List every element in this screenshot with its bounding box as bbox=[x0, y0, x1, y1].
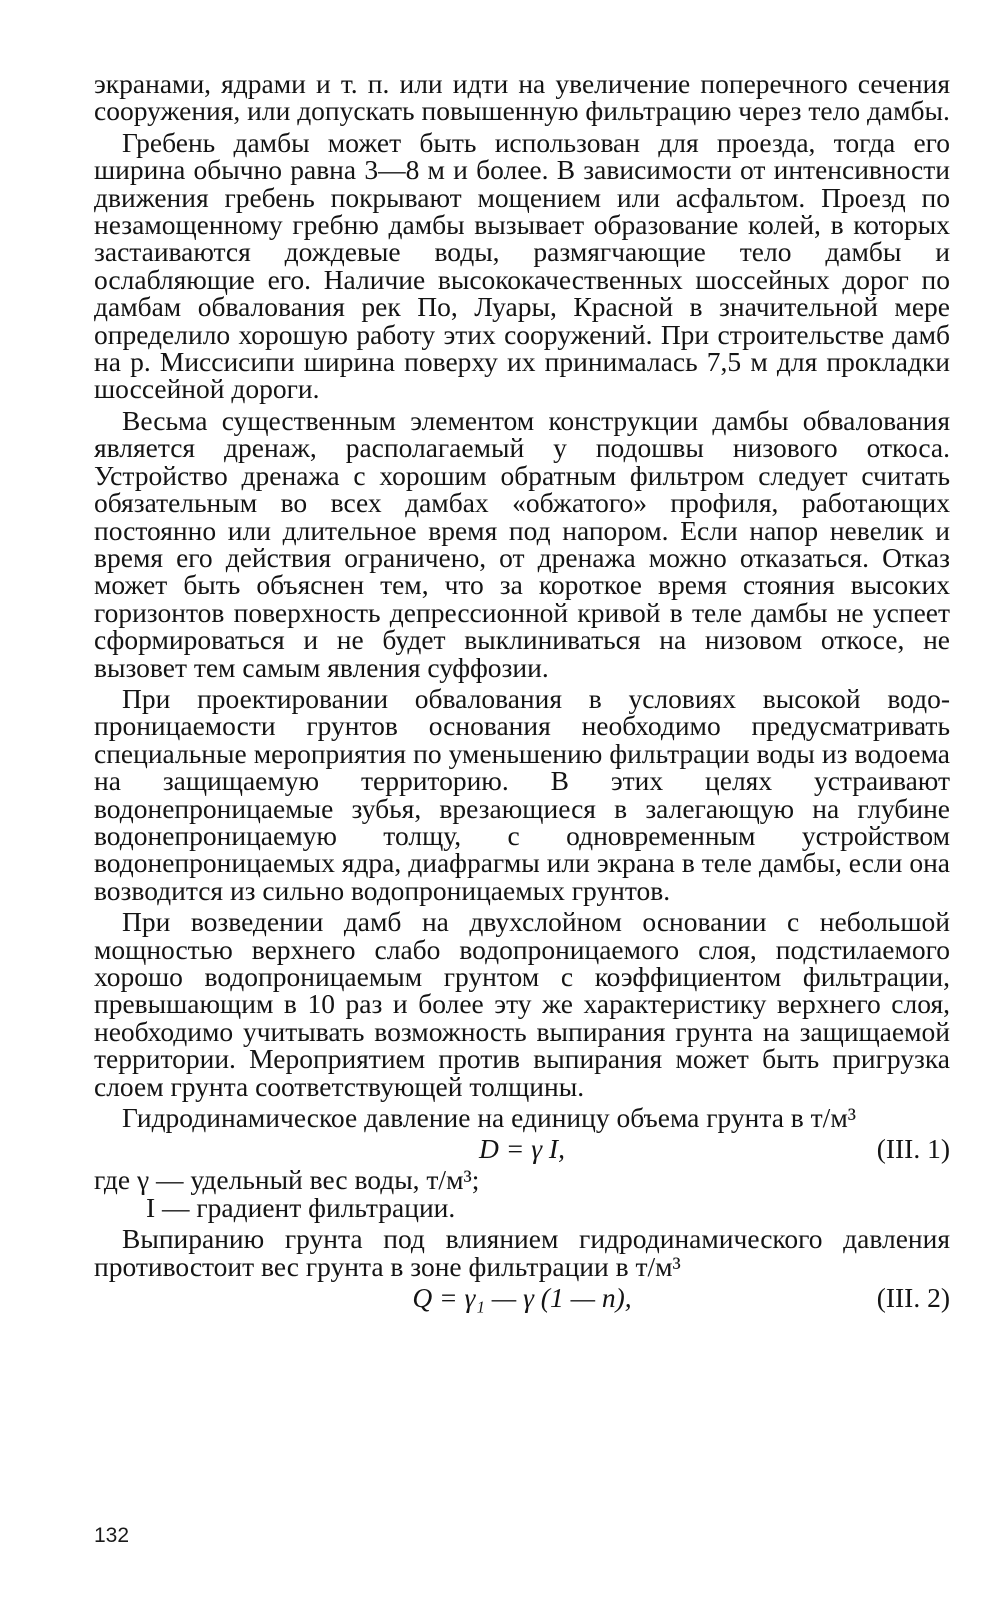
definition-gradient: I — градиент фильтрации. bbox=[146, 1191, 456, 1223]
paragraph-7: Выпиранию грунта под влиянием гидродинамического давления противостоит вес грунта в зоне фильтрации в т/м³ bbox=[94, 1223, 950, 1282]
paragraph-5: При возведении дамб на двухслойном основании с небольшой мощностью верхнего слабо водопроницаемого слоя, подстилаемого хорошо водопроницаемым грунтом с коэффициентом фильтрации, превышающим в 10 раз и более эту же характеристику верхнего слоя, необходимо учитывать возможность выпирания грунта на защищаемой территории. Мероприятием против выпирания может быть пригрузка слоем грунта соответствующей толщины. bbox=[94, 906, 950, 1102]
page-number: 132 bbox=[94, 1524, 130, 1547]
definition-gamma: где γ — удельный вес воды, т/м³; bbox=[94, 1164, 480, 1196]
equation-2 bbox=[94, 1284, 950, 1313]
equation-1 bbox=[94, 1135, 950, 1164]
page-text bbox=[94, 70, 950, 1313]
equation-1-number: (III. 1) bbox=[876, 1133, 950, 1165]
paragraph-1: экранами, ядрами и т. п. или идти на увеличение поперечного сечения сооружения, или допускать повышенную фильтрацию через тело дамбы. bbox=[94, 68, 950, 127]
equation-2-formula: Q = γ₁ — γ (1 — n), bbox=[412, 1282, 632, 1314]
paragraph-6: Гидродинамическое давление на единицу объема грунта в т/м³ bbox=[122, 1102, 856, 1134]
equation-2-number: (III. 2) bbox=[876, 1282, 950, 1314]
paragraph-4: При проектировании обвалования в условиях высокой водопроницаемости грунтов основания необходимо предусматривать специальные мероприятия по уменьшению фильтрации воды из водоема на защищаемую территорию. В этих целях устраивают водонепроницаемые зубья, врезающиеся в залегающую на глубине водонепроницаемую толщу, с одновременным устройством водонепроницаемых ядра, диафрагмы или экрана в теле дамбы, если она возводится из сильно водопроницаемых грунтов. bbox=[94, 682, 950, 906]
variable-definitions bbox=[94, 1166, 950, 1221]
equation-1-formula: D = γ I, bbox=[479, 1133, 565, 1165]
paragraph-3: Весьма существенным элементом конструкции дамбы обвалования является дренаж, располагаемый у подошвы низового откоса. Устройство дренажа с хорошим обратным фильтром следует считать обязательным во всех дамбах «обжатого» профиля, работающих постоянно или длительное время под напором. Если напор невелик и время его действия ограничено, от дренажа можно отказаться. Отказ может быть объяснен тем, что за короткое время стояния высоких горизонтов поверхность депрессионной кривой в теле дамбы не успеет сформироваться и не будет выклиниваться на низовом откосе, не вызовет тем самым явления суффозии. bbox=[94, 404, 950, 683]
paragraph-2: Гребень дамбы может быть использован для проезда, тогда его ширина обычно равна 3—8 м и более. В зависимости от интенсивности движения гребень покрывают мощением или асфальтом. Проезд по незамощенному гребню дамбы вызывает образование колей, в которых застаиваются дождевые воды, размягчающие тело дамбы и ослабляющие его. Наличие высококачественных шоссейных дорог по дамбам обвалования рек По, Луары, Красной в значительной мере определило хорошую работу этих сооружений. При строительстве дамб на р. Миссисипи ширина поверху их принималась 7,5 м для прокладки шоссейной дороги. bbox=[94, 126, 950, 405]
